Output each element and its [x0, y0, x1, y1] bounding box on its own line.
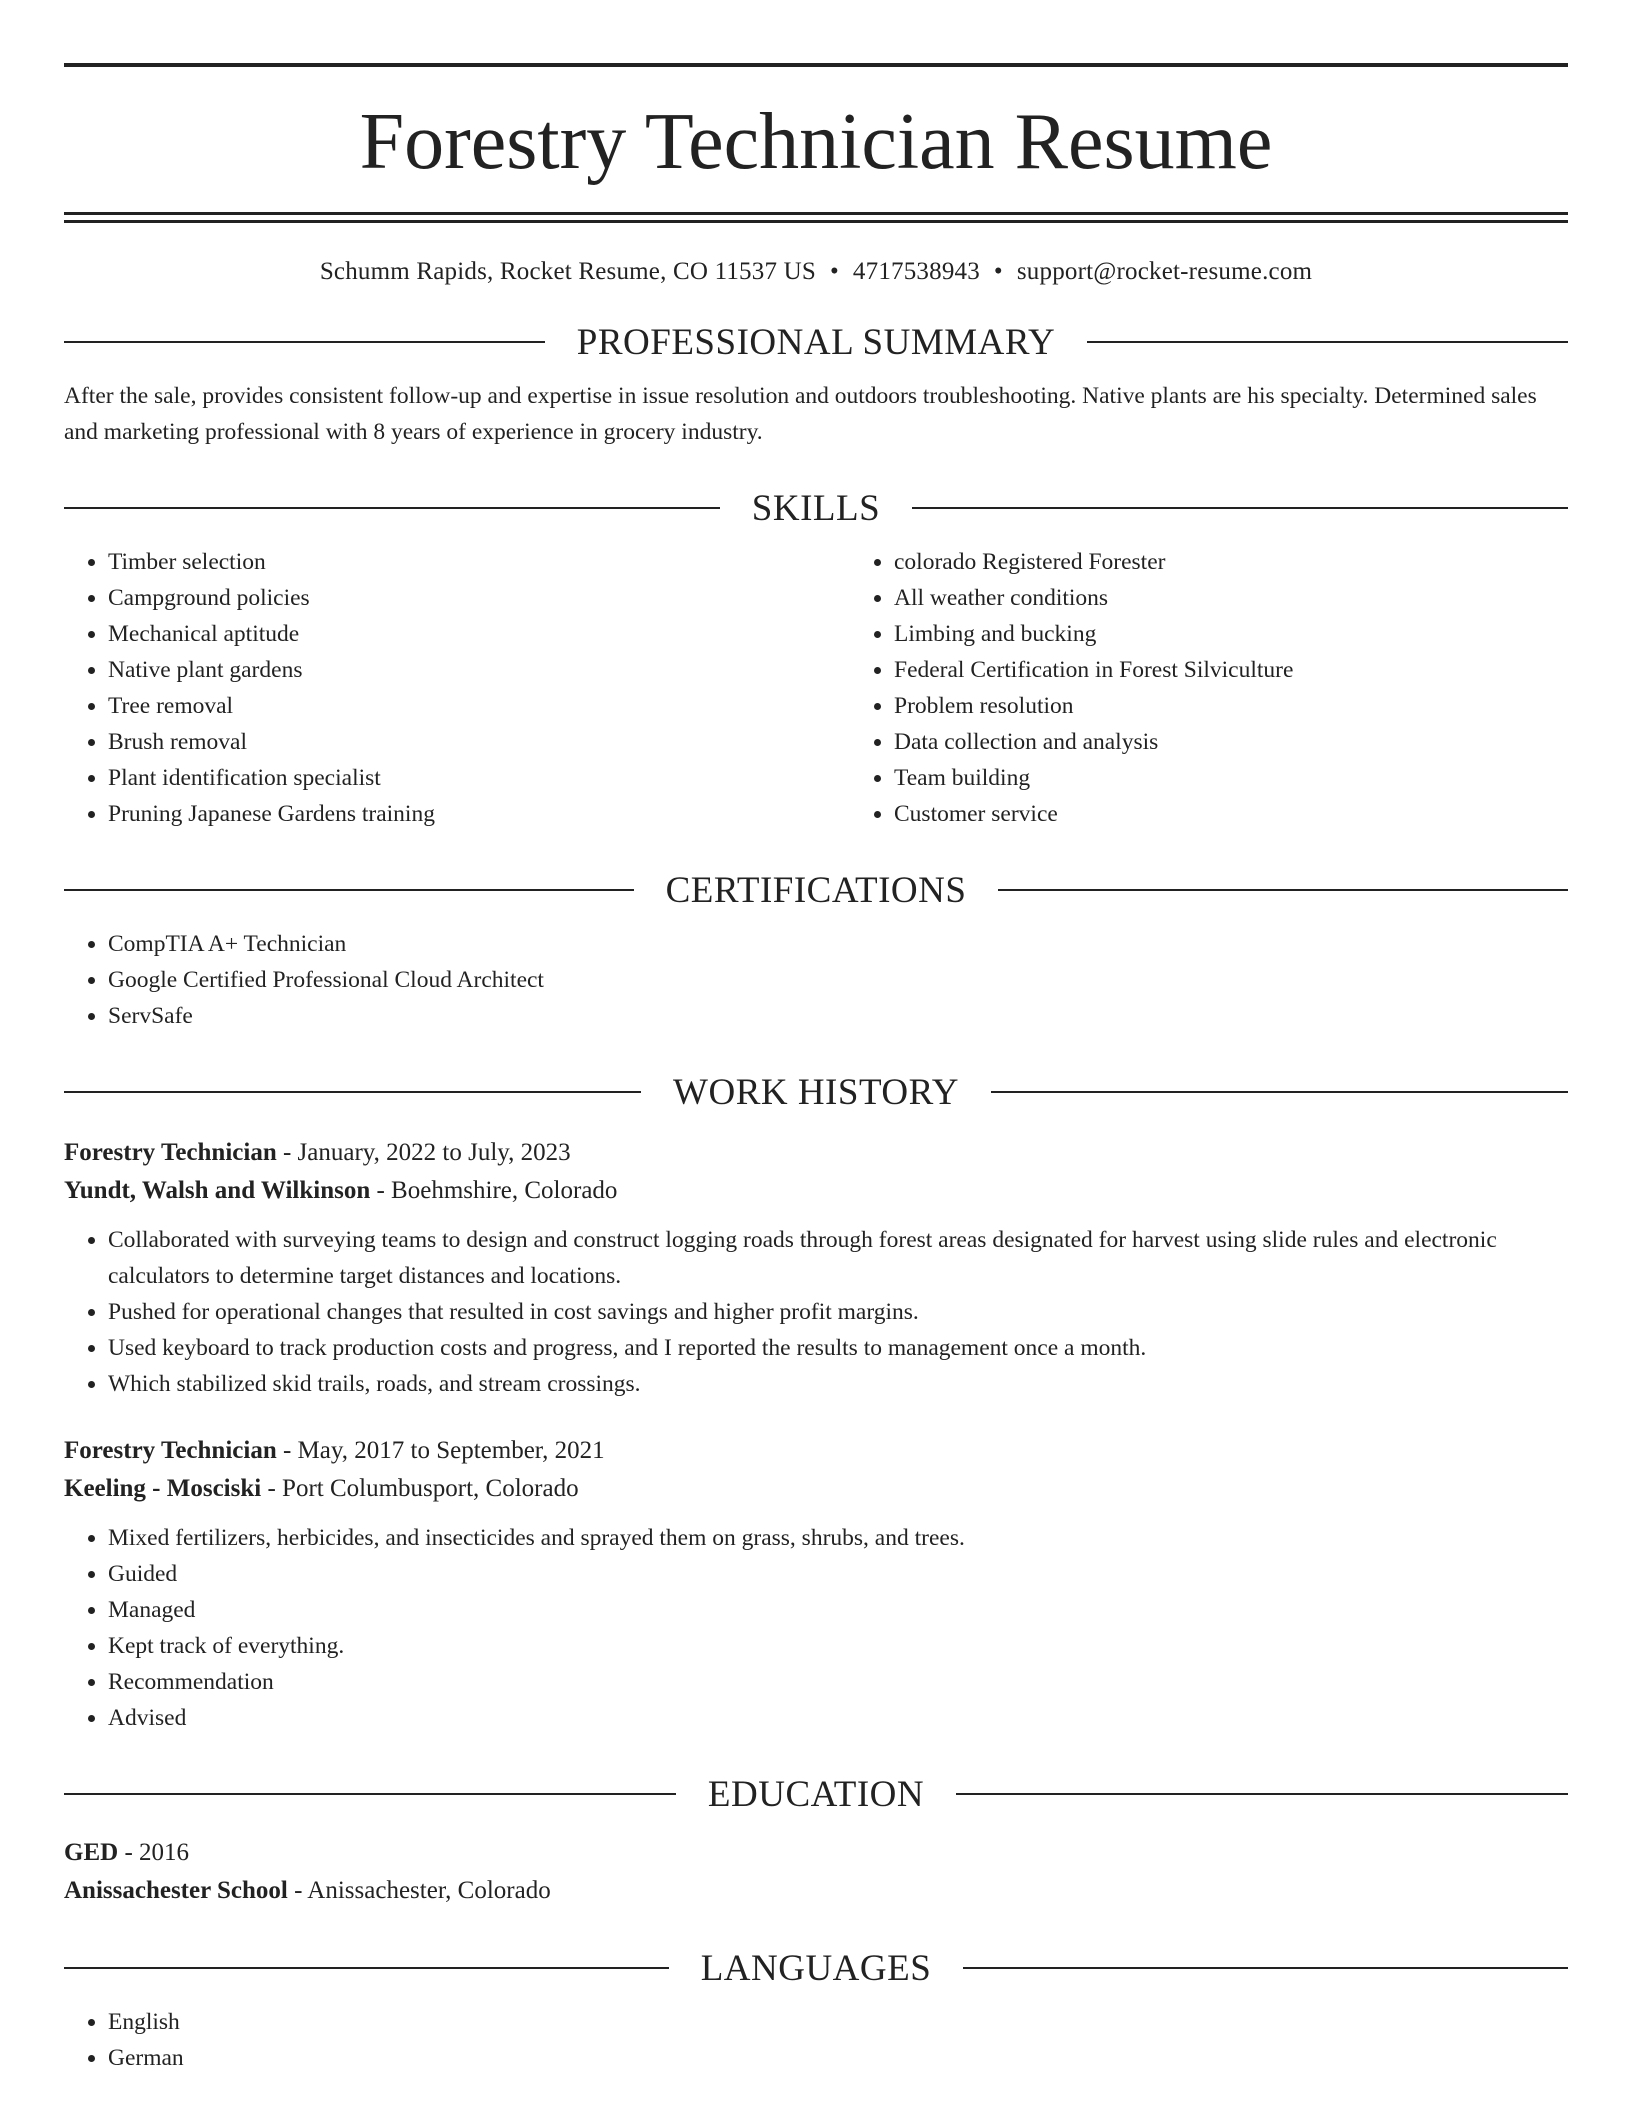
- top-rule: [64, 63, 1568, 67]
- job-bullet: • Advised: [108, 1700, 1568, 1736]
- heading-rule: [64, 1967, 669, 1969]
- certifications-block: [64, 926, 1568, 1034]
- skill-item: • Federal Certification in Forest Silviculture: [894, 652, 1568, 688]
- languages-list: [64, 2004, 1568, 2076]
- job-role-line: [64, 1432, 1568, 1470]
- skill-item: • Limbing and bucking: [894, 616, 1568, 652]
- heading-rule: [64, 341, 545, 343]
- job-bullet: • Managed: [108, 1592, 1568, 1628]
- job-bullets: [64, 1222, 1568, 1402]
- job-location: - Boehmshire, Colorado: [370, 1177, 618, 1204]
- education-location: - Anissachester, Colorado: [287, 1877, 551, 1904]
- skills-columns: [64, 544, 1568, 832]
- skill-item: • Plant identification specialist: [108, 760, 850, 796]
- skill-item: • Tree removal: [108, 688, 850, 724]
- contact-phone[interactable]: 4717538943: [852, 258, 980, 285]
- heading-rule: [991, 1091, 1568, 1093]
- education-entry: [64, 1834, 1568, 1910]
- heading-rule: [1087, 341, 1568, 343]
- education-year: - 2016: [118, 1839, 190, 1866]
- job-entry: [64, 1432, 1568, 1736]
- education-degree-line: [64, 1834, 1568, 1872]
- job-bullet: • Pushed for operational changes that resulted in cost savings and higher profit margins.: [108, 1294, 1568, 1330]
- languages-heading: [64, 1946, 1568, 1990]
- skill-item: • colorado Registered Forester: [894, 544, 1568, 580]
- job-bullet: • Mixed fertilizers, herbicides, and insecticides and sprayed them on grass, shrubs, and trees.: [108, 1520, 1568, 1556]
- job-role-line: [64, 1134, 1568, 1172]
- job-company: Keeling - Mosciski: [64, 1475, 262, 1502]
- heading-rule: [912, 507, 1568, 509]
- job-bullet: • Guided: [108, 1556, 1568, 1592]
- summary-heading: [64, 320, 1568, 364]
- language-item: • English: [108, 2004, 1568, 2040]
- work-history-heading: [64, 1070, 1568, 1114]
- job-company: Yundt, Walsh and Wilkinson: [64, 1177, 371, 1204]
- heading-rule: [64, 1091, 641, 1093]
- certification-item: • CompTIA A+ Technician: [108, 926, 1568, 962]
- job-role: Forestry Technician: [64, 1437, 277, 1464]
- education-heading: [64, 1772, 1568, 1816]
- languages-block: [64, 2004, 1568, 2076]
- summary-heading-label: PROFESSIONAL SUMMARY: [576, 321, 1056, 363]
- heading-rule: [963, 1967, 1568, 1969]
- skills-list-left: [64, 544, 850, 832]
- skill-item: • Pruning Japanese Gardens training: [108, 796, 850, 832]
- skill-item: • Timber selection: [108, 544, 850, 580]
- skills-heading-label: SKILLS: [751, 487, 881, 529]
- contact-email[interactable]: support@rocket-resume.com: [1016, 258, 1313, 285]
- heading-rule: [64, 1793, 676, 1795]
- contact-separator: •: [993, 258, 1003, 285]
- work-history-heading-label: WORK HISTORY: [673, 1071, 959, 1113]
- job-bullet: • Which stabilized skid trails, roads, and stream crossings.: [108, 1366, 1568, 1402]
- education-school: Anissachester School: [64, 1877, 288, 1904]
- job-entry: [64, 1134, 1568, 1402]
- skills-heading: [64, 486, 1568, 530]
- skill-item: • Mechanical aptitude: [108, 616, 850, 652]
- job-bullet: • Kept track of everything.: [108, 1628, 1568, 1664]
- contact-address: Schumm Rapids, Rocket Resume, CO 11537 US: [319, 258, 816, 285]
- skill-item: • Problem resolution: [894, 688, 1568, 724]
- languages-heading-label: LANGUAGES: [700, 1947, 932, 1989]
- certifications-list: [64, 926, 1568, 1034]
- job-location: - Port Columbusport, Colorado: [261, 1475, 579, 1502]
- certifications-heading: [64, 868, 1568, 912]
- job-dates: - May, 2017 to September, 2021: [276, 1437, 605, 1464]
- summary-text: After the sale, provides consistent follow-up and expertise in issue resolution and outdoors troubleshooting. Native plants are his specialty. Determined sales and marketing professional with 8 years of experience in grocery industry.: [64, 383, 1537, 445]
- education-degree: GED: [64, 1839, 119, 1866]
- job-bullet: • Recommendation: [108, 1664, 1568, 1700]
- contact-line: [64, 259, 1568, 284]
- skill-item: • Customer service: [894, 796, 1568, 832]
- language-item: • German: [108, 2040, 1568, 2076]
- certification-item: • Google Certified Professional Cloud Architect: [108, 962, 1568, 998]
- education-school-line: [64, 1872, 1568, 1910]
- certification-item: • ServSafe: [108, 998, 1568, 1034]
- job-bullet: • Collaborated with surveying teams to design and construct logging roads through forest areas designated for harvest using slide rules and electronic calculators to determine target distances and locations.: [108, 1222, 1568, 1294]
- job-dates: - January, 2022 to July, 2023: [276, 1139, 571, 1166]
- resume-title: Forestry Technician Resume: [359, 98, 1273, 186]
- certifications-heading-label: CERTIFICATIONS: [665, 869, 967, 911]
- heading-rule: [998, 889, 1568, 891]
- heading-rule: [64, 889, 634, 891]
- skill-item: • Campground policies: [108, 580, 850, 616]
- heading-rule: [956, 1793, 1568, 1795]
- job-company-line: [64, 1470, 1568, 1508]
- title-double-rule: [64, 212, 1568, 223]
- education-heading-label: EDUCATION: [707, 1773, 925, 1815]
- skill-item: • Brush removal: [108, 724, 850, 760]
- skill-item: • Data collection and analysis: [894, 724, 1568, 760]
- job-company-line: [64, 1172, 1568, 1210]
- skill-item: • All weather conditions: [894, 580, 1568, 616]
- job-bullets: [64, 1520, 1568, 1736]
- skills-list-right: [850, 544, 1568, 832]
- heading-rule: [64, 507, 720, 509]
- skill-item: • Native plant gardens: [108, 652, 850, 688]
- skill-item: • Team building: [894, 760, 1568, 796]
- contact-separator: •: [829, 258, 839, 285]
- job-role: Forestry Technician: [64, 1139, 277, 1166]
- job-bullet: • Used keyboard to track production costs and progress, and I reported the results to management once a month.: [108, 1330, 1568, 1366]
